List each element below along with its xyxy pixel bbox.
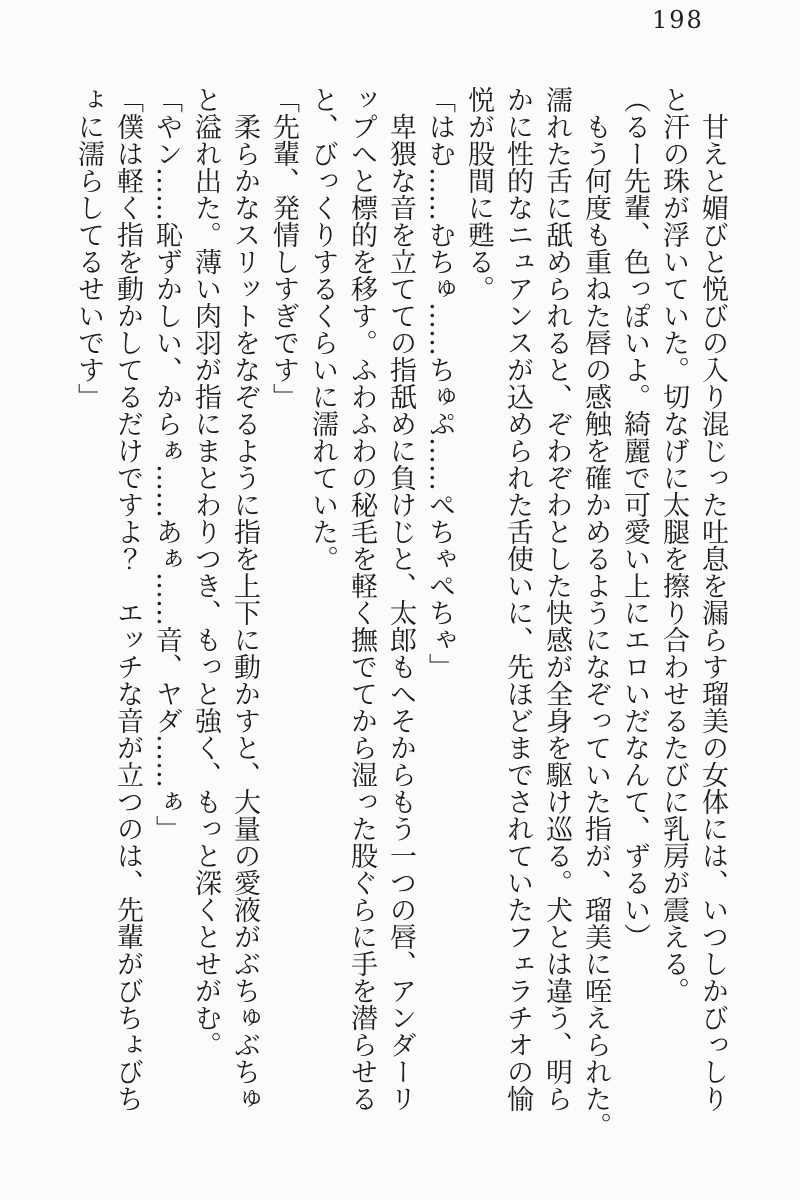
- text-line-17: ょに濡らしてるせいです」: [73, 86, 104, 410]
- text-line-11: と、びっくりするくらいに濡れていた。: [307, 86, 338, 572]
- text-line-12: 「先輩、発情しすぎです」: [268, 86, 299, 410]
- text-line-13: 柔らかなスリットをなぞるように指を上下に動かすと、大量の愛液がぶちゅぶちゅ: [229, 86, 260, 1112]
- page-number: 198: [652, 6, 704, 34]
- text-block: [69, 86, 732, 1139]
- text-line-9: 卑猥な音を立てての指舐めに負けじと、太郎もへそからもう一つの唇、アンダーリ: [385, 86, 416, 1112]
- text-line-4: もう何度も重ねた唇の感触を確かめるようになぞっていた指が、瑠美に咥えられた。: [580, 86, 611, 1139]
- text-line-2: と汗の珠が浮いていた。切なげに太腿を擦り合わせるたびに乳房が震える。: [658, 86, 689, 1004]
- text-line-15: 「やン……恥ずかしい、からぁ……あぁ……音、ヤダ……ぁ」: [151, 86, 182, 842]
- text-line-8: 「はむ……むちゅ……ちゅぷ……ぺちゃぺちゃ」: [424, 86, 455, 680]
- text-line-5: 濡れた舌に舐められると、ぞわぞわとした快感が全身を駆け巡る。犬とは違う、明ら: [541, 86, 572, 1112]
- text-line-16: 「僕は軽く指を動かしてるだけですよ？ エッチな音が立つのは、先輩がびちょびち: [112, 86, 143, 1112]
- text-line-14: と溢れ出た。薄い肉羽が指にまとわりつき、もっと強く、もっと深くとせがむ。: [190, 86, 221, 1058]
- text-line-7: 悦が股間に甦る。: [463, 86, 494, 302]
- text-line-1: 甘えと媚びと悦びの入り混じった吐息を漏らす瑠美の女体には、いつしかびっしり: [697, 86, 728, 1112]
- text-line-10: ップへと標的を移す。ふわふわの秘毛を軽く撫でてから湿った股ぐらに手を潜らせる: [346, 86, 377, 1112]
- text-line-3: （るー先輩、色っぽいよ。綺麗で可愛い上にエロいだなんて、ずるい）: [619, 86, 650, 950]
- text-line-6: かに性的なニュアンスが込められた舌使いに、先ほどまでされていたフェラチオの愉: [502, 86, 533, 1112]
